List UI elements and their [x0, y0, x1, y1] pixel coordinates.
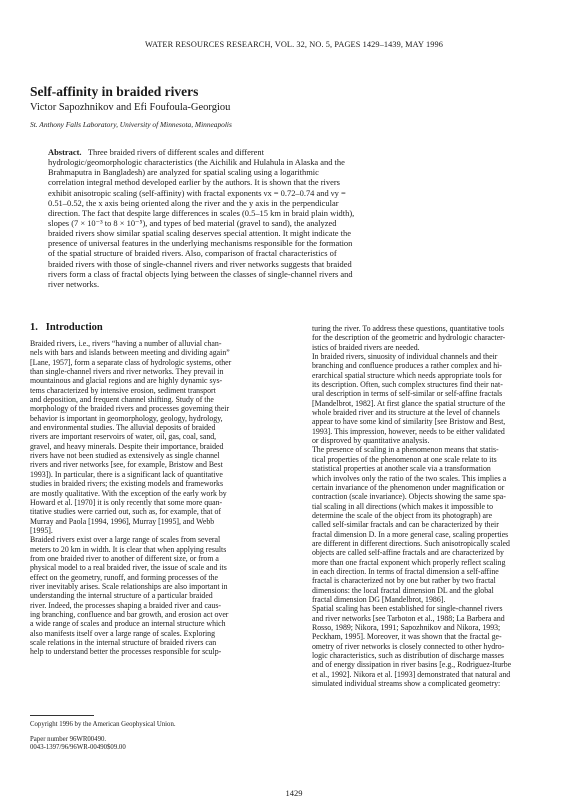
page-number: 1429	[285, 788, 303, 798]
text-line: effect on the geometry, runoff, and forming processes of the	[30, 572, 219, 582]
text-line: certain invariance of the phenomenon under magnification or	[312, 482, 505, 492]
text-line: rivers have not been studied as extensively as single channel	[30, 451, 220, 461]
abstract-line: rivers form a class of fractal objects lying between the classes of single-channel rivers and	[48, 268, 353, 279]
text-line: and environmental studies. The alluvial deposits of braided	[30, 423, 216, 433]
text-line: morphology of the braided rivers and processes governing their	[30, 404, 230, 414]
text-line: The presence of scaling in a phenomenon means that statis-	[312, 445, 499, 455]
text-line: which involves only the ratio of the two scales. This implies a	[312, 473, 507, 483]
text-line: 1993]. This impression, however, needs to be either validated	[312, 426, 505, 436]
text-line: [Mandelbrot, 1982]. At first glance the spatial structure of the	[312, 398, 506, 408]
text-line: a wide range of scales and produce an internal structure which	[30, 619, 226, 629]
text-line: mountainous and glacial regions and are highly dynamic sys-	[30, 376, 223, 386]
text-line: et al., 1992]. Nikora et al. [1993] demonstrated that natural and	[312, 669, 511, 679]
text-line: scale relations in the internal structure of braided rivers can	[30, 638, 217, 647]
footnote-rule	[30, 715, 94, 716]
text-line: Rosso, 1989; Nikora, 1991; Sapozhnikov and Nikora, 1993;	[312, 623, 501, 632]
text-line: Braided rivers exist over a large range of scales from several	[30, 535, 221, 545]
text-line: Murray and Paola [1994, 1996], Murray [1995], and Webb	[30, 516, 215, 526]
left-column	[30, 339, 268, 657]
text-line: dimensions: the local fractal dimension DL and the global	[312, 585, 494, 595]
text-line: istics of braided rivers are needed.	[312, 342, 420, 352]
text-line: river. Indeed, the processes shaping a braided river and caus-	[30, 600, 222, 610]
text-line: for the description of the geometric and hydrologic character-	[312, 333, 506, 343]
abstract	[48, 147, 548, 289]
abstract-line: direction. The fact that despite large differences in scales (0.5–15 km in braid plain width),	[48, 207, 355, 218]
section-number: 1.	[30, 322, 38, 333]
text-line: rivers and river networks [see, for example, Bristow and Best	[30, 460, 223, 470]
abstract-line: exhibit anisotropic scaling (self-affinity) with fractal exponents νx = 0.72–0.74 and νy =	[48, 187, 346, 198]
text-line: tical properties of the phenomenon at one scale relate to its	[312, 454, 497, 464]
section-heading	[30, 322, 103, 333]
text-line: than single-channel rivers and river networks. They prevail in	[30, 367, 224, 377]
text-line: simulated individual streams show a complicated geometry:	[312, 679, 501, 689]
abstract-line: hydrologic/geomorphologic characteristics (the Aichilik and Hulahula in Alaska and the	[48, 157, 345, 168]
section-title: Introduction	[45, 322, 103, 333]
text-line: understanding the internal structure of a particular braided	[30, 591, 213, 601]
text-line: turing the river. To address these questions, quantitative tools	[312, 324, 504, 333]
text-line: appear to have some kind of similarity [see Bristow and Best,	[312, 417, 506, 427]
article-code: 0043-1397/96/96WR-00490$09.00	[30, 744, 126, 752]
text-line: fractal dimension D. In a more general case, scaling properties	[312, 529, 509, 539]
text-line: are different in different directions. Such anisotropically scaled	[312, 538, 510, 548]
article-title: Self-affinity in braided rivers	[30, 84, 199, 99]
author-list: Victor Sapozhnikov and Efi Foufoula-Georgiou	[30, 102, 231, 113]
text-line: erarchical spatial structure which needs appropriate tools for	[312, 370, 502, 380]
text-line: more than one fractal exponent which properly reflect scaling	[312, 557, 506, 567]
text-line: behavior is important in geomorphology, geology, hydrology,	[30, 413, 223, 423]
abstract-line: braided rivers with those of single-channel rivers and river networks suggests that braided	[48, 258, 352, 269]
text-line: and deposition, and frequent channel shifting. Study of the	[30, 395, 214, 405]
text-line: fractal dimension DG [Mandelbrot, 1986].	[312, 594, 446, 604]
abstract-line: Brahmaputra in Bangladesh) are analyzed for spatial scaling using a logarithmic	[48, 167, 319, 178]
abstract-line: braided rivers show similar spatial scaling deserves special attention. It might indicate the	[48, 228, 351, 239]
abstract-line	[48, 147, 548, 157]
text-line: ing branching, confluence and bar growth, and erosion act over	[30, 609, 229, 619]
right-column	[312, 324, 550, 688]
abstract-text: Three braided rivers of different scales and different	[87, 147, 264, 157]
text-line: Braided rivers, i.e., rivers “having a number of alluvial chan-	[30, 339, 222, 348]
text-line: tems characterized by intensive erosion, sediment transport	[30, 385, 216, 395]
abstract-line: 0.51–0.52, the x axis being oriented along the river and the y axis in the perpendicular	[48, 197, 339, 208]
text-line: branching and confluence produces a rather complex and hi-	[312, 361, 502, 371]
text-line: nels with bars and islands between meeting and dividing again”	[30, 348, 230, 358]
text-line: fractal is characterized not by one but rather by two fractal	[312, 576, 496, 586]
text-line: determine the scale of the object from its photograph) are	[312, 510, 493, 520]
abstract-label: Abstract.	[48, 147, 82, 157]
text-line: whole braided river and its structure at the level of channels	[312, 408, 500, 418]
text-line: [1995].	[30, 525, 53, 535]
text-line: from one braided river to another of different size, or from a	[30, 553, 219, 563]
text-line: its description. Often, such complex structures find their nat-	[312, 380, 503, 390]
text-line: meters to 20 km in width. It is clear that when applying results	[30, 544, 227, 554]
abstract-line: of the spatial structure of braided rivers. Also, comparison of fractal characteristics of	[48, 248, 337, 259]
text-line: [Lane, 1957], form a separate class of hydrologic systems, other	[30, 357, 232, 367]
paper-number: Paper number 96WR00490.	[30, 735, 107, 743]
text-line: in each direction. In terms of fractal dimension a self-affine	[312, 566, 499, 576]
text-line: ural description in terms of self-similar or self-affine fractals	[312, 389, 503, 399]
text-line: river inevitably arises. Scale relationships are also important in	[30, 581, 228, 591]
abstract-line: slopes (7 × 10⁻³ to 8 × 10⁻⁵), and types of bed material (gravel to sand), the analyzed	[48, 217, 337, 228]
text-line: logic characteristics, such as distribution of discharge masses	[312, 651, 504, 661]
text-line: In braided rivers, sinuosity of individual channels and their	[312, 352, 498, 362]
abstract-line: river networks.	[48, 278, 100, 289]
text-line: ometry of river networks is closely connected to other hydro-	[312, 641, 505, 651]
text-line: contraction (scale invariance). Objects showing the same spa-	[312, 492, 506, 502]
text-line: and of energy dissipation in river basins [e.g., Rodriguez-Iturbe	[312, 660, 512, 670]
text-line: 1993]). In particular, there is a significant lack of quantitative	[30, 469, 223, 479]
text-line: studies in braided rivers; the existing models and frameworks	[30, 479, 223, 489]
text-line: titative studies were carried out, such as, for example, that of	[30, 507, 222, 517]
text-line: rivers are important reservoirs of water, oil, gas, coal, sand,	[30, 432, 217, 442]
text-line: statistical properties at another scale via a transformation	[312, 464, 491, 474]
abstract-line: correlation integral method developed earlier by the authors. It is shown that the rivers	[48, 177, 340, 188]
text-line: physical model to a real braided river, the issue of scale and its	[30, 563, 227, 573]
text-line: are mostly qualitative. With the exception of the early work by	[30, 488, 227, 498]
text-line: Peckham, 1995]. Moreover, it was shown that the fractal ge-	[312, 632, 502, 642]
text-line: also manifests itself over a large range of scales. Exploring	[30, 628, 215, 638]
text-line: called self-similar fractals and can be characterized by their	[312, 520, 499, 530]
text-line: objects are called self-affine fractals and are characterized by	[312, 548, 504, 558]
abstract-line: presence of universal features in the underlying mechanisms responsible for the formation	[48, 238, 353, 249]
text-line: help to understand better the processes responsible for sculp-	[30, 647, 222, 657]
text-line: gravel, and heavy minerals. Despite their importance, braided	[30, 441, 224, 451]
text-line: Howard et al. [1970] it is only recently that some more quan-	[30, 497, 223, 507]
copyright-notice: Copyright 1996 by the American Geophysical Union.	[30, 721, 176, 728]
affiliation: St. Anthony Falls Laboratory, University of Minnesota, Minneapolis	[30, 120, 232, 129]
text-line: Spatial scaling has been established for single-channel rivers	[312, 604, 503, 614]
footnotes	[30, 721, 268, 753]
journal-header: WATER RESOURCES RESEARCH, VOL. 32, NO. 5, PAGES 1429–1439, MAY 1996	[145, 40, 443, 49]
text-line: tial scaling in all directions (which makes it impossible to	[312, 501, 494, 511]
text-line: and river networks [see Tarboton et al., 1988; La Barbera and	[312, 613, 505, 623]
text-line: or disproved by quantitative analysis.	[312, 436, 430, 446]
